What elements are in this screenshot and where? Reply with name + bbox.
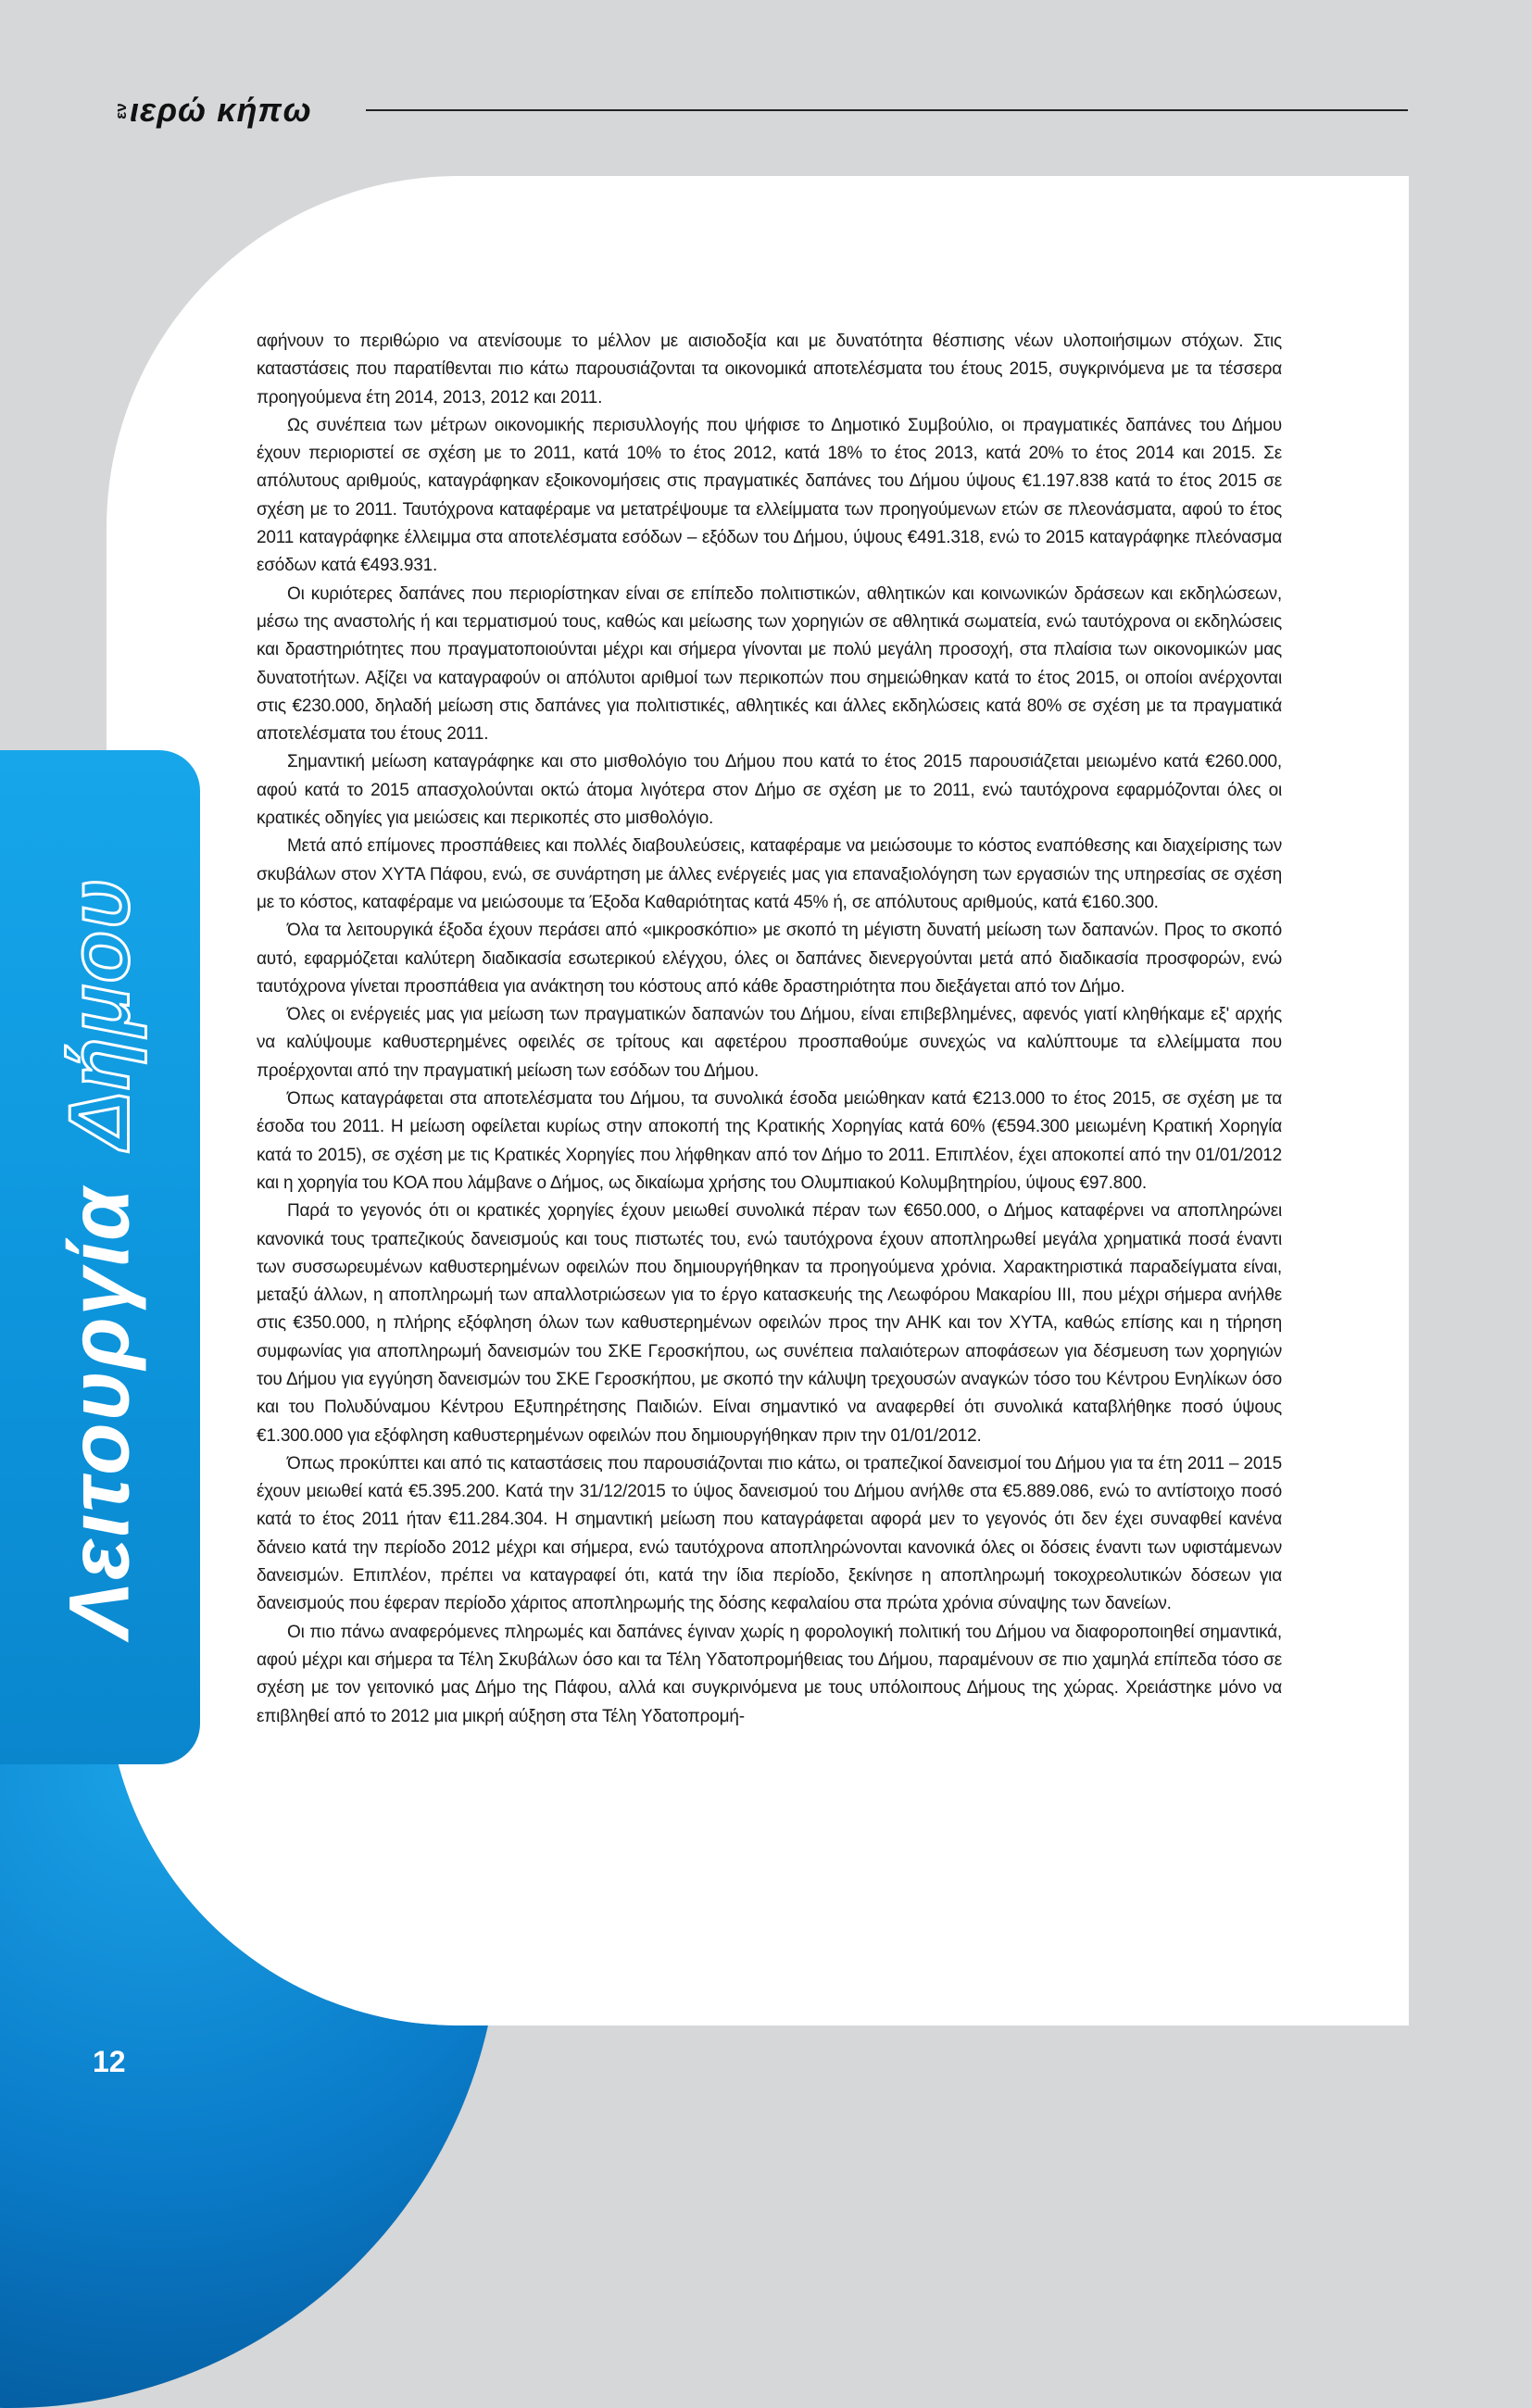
paragraph: αφήνουν το περιθώριο να ατενίσουμε το μέλλον με αισιοδοξία και με δυνατότητα θέσπισης νέων υλοποιήσιμων στόχων. Στις καταστάσεις που παρατίθενται πιο κάτω παρουσιάζονται τα οικονομικά αποτελέσματα του έτους 2015, συγκρινόμενα με τα τέσσερα προηγούμενα έτη 2014, 2013, 2012 και 2011. — [257, 332, 1282, 408]
section-title — [52, 877, 149, 1639]
paragraph: Μετά από επίμονες προσπάθειες και πολλές διαβουλεύσεις, καταφέραμε να μειώσουμε το κόστος εναπόθεσης και διαχείρισης των σκυβάλων στον ΧΥΤΑ Πάφου, ενώ, σε συνάρτηση με άλλες ενέργειές μας για επαναξιολόγηση των εργασιών της υπηρεσίας σε σχέση με το κόστος, καταφέραμε να μειώσουμε τα Έξοδα Καθαριότητας κατά 45% ή, σε απόλυτους αριθμούς, κατά €160.300. — [257, 836, 1282, 912]
paragraph: Όπως καταγράφεται στα αποτελέσματα του Δήμου, τα συνολικά έσοδα μειώθηκαν κατά €213.000 το έτος 2015, σε σχέση με τα έσοδα του 2011. Η μείωση οφείλεται κυρίως στην αποκοπή της Κρατικής Χορηγίας κατά 60% (€594.300 μειωμένη Κρατική Χορηγία κατά το 2015), σε σχέση με τις Κρατικές Χορηγίες που λήφθηκαν από τον Δήμο το 2011. Επιπλέον, έχει αποκοπεί από την 01/01/2012 και η χορηγία του ΚΟΑ που λάμβανε ο Δήμος, ως δικαίωμα χρήσης του Ολυμπιακού Κολυμβητηρίου, ύψους €97.800. — [257, 1089, 1282, 1193]
article-body — [257, 328, 1282, 1731]
section-side-tab — [0, 750, 200, 1764]
header-rule — [366, 109, 1408, 111]
section-title-word-2: Δήμου — [52, 876, 147, 1149]
paragraph: Οι πιο πάνω αναφερόμενες πληρωμές και δαπάνες έγιναν χωρίς η φορολογική πολιτική του Δήμου να διαφοροποιηθεί σημαντικά, αφού μέχρι και σήμερα τα Τέλη Σκυβάλων όσο και τα Τέλη Υδατοπρομήθειας του Δήμου, παραμένουν σε πιο χαμηλά επίπεδα τόσο σε σχέση με τον γειτονικό μας Δήμο της Πάφου, αλλά και συγκρινόμενα με τους υπόλοιπους Δήμους της χώρας. Χρειάστηκε μόνο να επιβληθεί από το 2012 μια μικρή αύξηση στα Τέλη Υδατοπρομή- — [257, 1622, 1282, 1726]
paragraph: Οι κυριότερες δαπάνες που περιορίστηκαν είναι σε επίπεδο πολιτιστικών, αθλητικών και κοινωνικών δράσεων και εκδηλώσεων, μέσω της αναστολής ή και τερματισμού τους, καθώς και μείωσης των χορηγιών σε αθλητικά σωματεία, ενώ ταυτόχρονα οι εκδηλώσεις και δραστηριότητες που πραγματοποιούνται μέχρι και σήμερα γίνονται με πολύ μεγάλη προσοχή, στα πλαίσια των οικονομικών μας δυνατοτήτων. Αξίζει να καταγραφούν οι απόλυτοι αριθμοί των περικοπών που σημειώθηκαν κατά το έτος 2015, οι οποίοι ανέρχονται στις €230.000, δηλαδή μείωση στις δαπάνες για πολιτιστικές, αθλητικές και άλλες εκδηλώσεις κατά 80% σε σχέση με τα πραγματικά αποτελέσματα του έτους 2011. — [257, 583, 1282, 745]
paragraph: Όπως προκύπτει και από τις καταστάσεις που παρουσιάζονται πιο κάτω, οι τραπεζικοί δανεισμοί του Δήμου για τα έτη 2011 – 2015 έχουν μειωθεί κατά €5.395.200. Κατά την 31/12/2015 το ύψος δανεισμού του Δήμου ανήλθε στα €5.889.086, ενώ το αντίστοιχο ποσό κατά το έτος 2011 ήταν €11.284.304. Η σημαντική μείωση που καταγράφεται αφορά μεν το γεγονός ότι δεν έχει συναφθεί κανένα δάνειο κατά την περίοδο 2012 μέχρι και σήμερα, ενώ ταυτόχρονα αποπληρώνονται κανονικά όλες οι δόσεις έναντι των υφιστάμενων δανεισμών. Επιπλέον, πρέπει να καταγραφεί ότι, κατά την ίδια περίοδο, ξεκίνησε η αποπληρωμή τοκοχρεολυτικών δόσεων για δανεισμούς που έφεραν περίοδο χάριτος αποπληρωμής της δόσης κεφαλαίου στα πρώτα χρόνια σύναψης των δανείων. — [257, 1453, 1282, 1614]
page-number: 12 — [93, 2045, 126, 2078]
page-header — [111, 89, 1408, 135]
section-title-word-1: Λειτουργία — [52, 1185, 147, 1639]
paragraph: Παρά το γεγονός ότι οι κρατικές χορηγίες έχουν μειωθεί συνολικά πέραν των €650.000, ο Δήμος καταφέρνει να αποπληρώνει κανονικά τους τραπεζικούς δανεισμούς και τους πιστωτές του, ενώ ταυτόχρονα έχουν αποπληρωθεί μεγάλα χρηματικά ποσά έναντι των συσσωρευμένων καθυστερημένων οφειλών που δημιουργήθηκαν τα προηγούμενα χρόνια. Χαρακτηριστικά παραδείγματα είναι, μεταξύ άλλων, η αποπληρωμή των απαλλοτριώσεων για το έργο κατασκευής της Λεωφόρου Μακαρίου ΙΙΙ, που μέχρι σήμερα ανήλθε στις €350.000, η πλήρης εξόφληση όλων των καθυστερημένων οφειλών προς την ΑΗΚ και τον ΧΥΤΑ, καθώς επίσης και η τήρηση συμφωνίας για αποπληρωμή δανεισμών του ΣΚΕ Γεροσκήπου, ως συνέπεια παλαιότερων αποφάσεων για δέσμευση των χορηγιών του Δήμου για εγγύηση δανεισμών του ΣΚΕ Γεροσκήπου, με σκοπό την κάλυψη τρεχουσών αναγκών τόσο του Κέντρου Ενηλίκων όσο και του Πολυδύναμου Κέντρου Εξυπηρέτησης Παιδιών. Είναι σημαντικό να αναφερθεί ότι συνολικά καταβλήθηκε ποσό ύψους €1.300.000 για εξόφληση καθυστερημένων οφειλών που δημιουργήθηκαν πριν την 01/01/2012. — [257, 1201, 1282, 1446]
publication-logo: ιερώ κήπω — [130, 91, 312, 129]
logo-prefix: εν — [111, 103, 130, 119]
paragraph: Ως συνέπεια των μέτρων οικονομικής περισυλλογής που ψήφισε το Δημοτικό Συμβούλιο, οι πραγματικές δαπάνες του Δήμου έχουν περιοριστεί σε σχέση με το 2011, κατά 10% το έτος 2012, κατά 18% το έτος 2013, κατά 20% το έτος 2014 και 2015. Σε απόλυτους αριθμούς, καταγράφηκαν εξοικονομήσεις στις πραγματικές δαπάνες του Δήμου ύψους €1.197.838 κατά το έτος 2015 σε σχέση με το 2011. Ταυτόχρονα καταφέραμε να μετατρέψουμε τα ελλείμματα των προηγούμενων ετών σε πλεονάσματα, αφού το έτος 2011 καταγράφηκε έλλειμμα στα αποτελέσματα εσόδων – εξόδων του Δήμου, ύψους €491.318, ενώ το 2015 καταγράφηκε πλεόνασμα εσόδων κατά €493.931. — [257, 415, 1282, 576]
paragraph: Όλες οι ενέργειές μας για μείωση των πραγματικών δαπανών του Δήμου, είναι επιβεβλημένες, αφενός γιατί κληθήκαμε εξ' αρχής να καλύψουμε καθυστερημένες οφειλές σε τρίτους και αφετέρου προσπαθούμε συνεχώς να καλύπτουμε τα ελλείμματα που προέρχονται από την πραγματική μείωση των εσόδων του Δήμου. — [257, 1005, 1282, 1081]
paragraph: Όλα τα λειτουργικά έξοδα έχουν περάσει από «μικροσκόπιο» με σκοπό τη μέγιστη δυνατή μείωση των δαπανών. Προς το σκοπό αυτό, εφαρμόζεται καλύτερη διαδικασία εσωτερικού ελέγχου, όλες οι δαπάνες διενεργούνται μετά από διαδικασία προσφορών, ενώ ταυτόχρονα γίνεται προσπάθεια για ανάκτηση του κόστους από κάθε δραστηριότητα που διεξάγεται από τον Δήμο. — [257, 921, 1282, 997]
paragraph: Σημαντική μείωση καταγράφηκε και στο μισθολόγιο του Δήμου που κατά το έτος 2015 παρουσιάζεται μειωμένο κατά €260.000, αφού κατά το 2015 απασχολούνται οκτώ άτομα λιγότερα στον Δήμο σε σχέση με το 2011, ενώ ταυτόχρονα εφαρμόζονται όλες οι κρατικές οδηγίες για μειώσεις και περικοπές στο μισθολόγιο. — [257, 752, 1282, 829]
